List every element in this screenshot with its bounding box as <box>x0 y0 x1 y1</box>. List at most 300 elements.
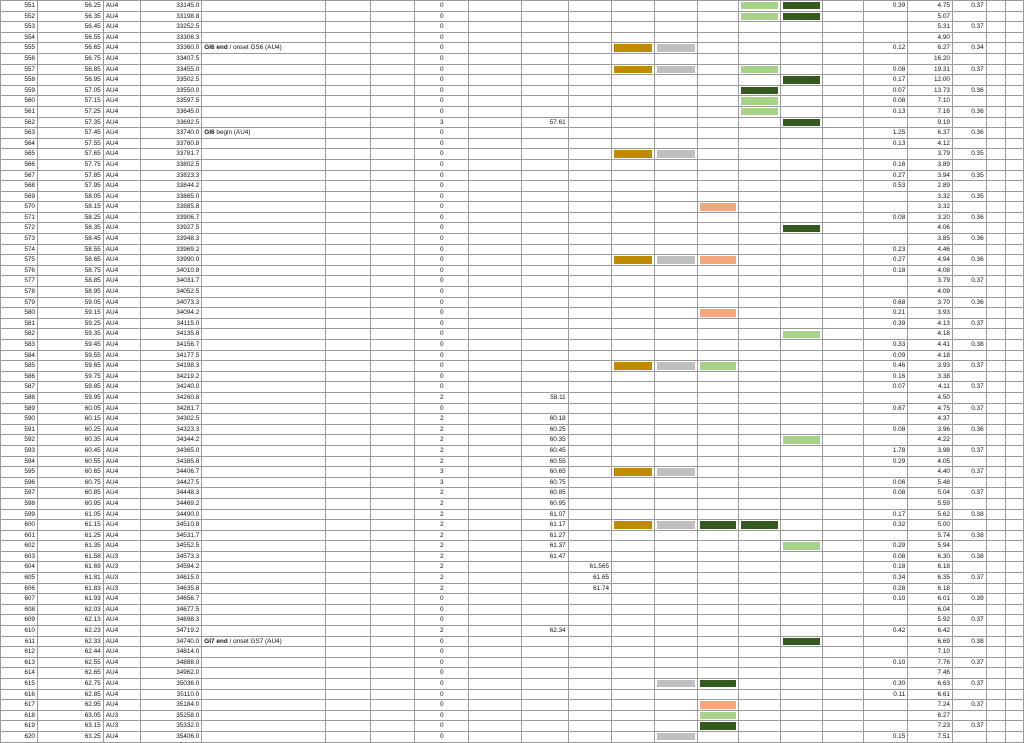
table-row <box>1 170 1024 181</box>
unit-cell: AU4 <box>103 647 140 658</box>
row-number-cell: 616 <box>1 689 38 700</box>
depth-cell: 56.45 <box>38 22 104 33</box>
unit-cell: AU4 <box>103 75 140 86</box>
age-cell: 33969.2 <box>140 244 201 255</box>
value3-cell: 0.37 <box>952 318 986 329</box>
sample-depth-cell <box>522 212 568 223</box>
color-swatch-cell <box>654 138 697 149</box>
sample-depth-alt-cell <box>568 265 611 276</box>
color-swatch-cell <box>654 636 697 647</box>
empty-cell <box>823 647 864 658</box>
empty-cell <box>469 636 522 647</box>
sample-depth-alt-cell <box>568 626 611 637</box>
sample-depth-alt-cell <box>568 445 611 456</box>
empty-cell <box>1005 181 1023 192</box>
table-row <box>1 509 1024 520</box>
depth-cell: 59.95 <box>38 392 104 403</box>
event-note-cell <box>202 265 326 276</box>
unit-cell: AU4 <box>103 287 140 298</box>
sample-depth-cell: 60.18 <box>522 414 568 425</box>
color-swatch-cell <box>739 445 781 456</box>
depth-cell: 60.45 <box>38 445 104 456</box>
sample-depth-alt-cell <box>568 551 611 562</box>
sample-depth-alt-cell <box>568 509 611 520</box>
value1-cell: 0.21 <box>864 308 908 319</box>
color-swatch-cell <box>697 551 739 562</box>
color-swatch-cell <box>654 43 697 54</box>
table-row <box>1 657 1024 668</box>
empty-cell <box>986 128 1005 139</box>
value2-cell: 4.40 <box>908 467 953 478</box>
depth-cell: 60.75 <box>38 477 104 488</box>
empty-cell <box>823 477 864 488</box>
empty-cell <box>986 583 1005 594</box>
depth-cell: 59.05 <box>38 297 104 308</box>
color-swatch-cell <box>781 700 823 711</box>
value1-cell <box>864 287 908 298</box>
value3-cell: 0.37 <box>952 22 986 33</box>
value3-cell <box>952 710 986 721</box>
unit-cell: AU4 <box>103 106 140 117</box>
empty-cell <box>469 340 522 351</box>
unit-cell: AU4 <box>103 488 140 499</box>
color-swatch-cell <box>739 32 781 43</box>
empty-cell <box>823 255 864 266</box>
event-note-cell <box>202 721 326 732</box>
empty-cell <box>326 467 370 478</box>
color-swatch-cell <box>654 626 697 637</box>
age-cell: 33740.0 <box>140 128 201 139</box>
table-row <box>1 626 1024 637</box>
empty-cell <box>326 202 370 213</box>
unit-cell: AU3 <box>103 583 140 594</box>
empty-cell <box>469 467 522 478</box>
row-number-cell: 568 <box>1 181 38 192</box>
depth-cell: 62.75 <box>38 679 104 690</box>
age-cell: 35258.0 <box>140 710 201 721</box>
sample-depth-alt-cell <box>568 170 611 181</box>
color-swatch-cell <box>781 43 823 54</box>
color-swatch-cell <box>697 265 739 276</box>
value2-cell: 4.75 <box>908 403 953 414</box>
sample-depth-alt-cell <box>568 329 611 340</box>
sample-depth-cell: 60.75 <box>522 477 568 488</box>
empty-cell <box>370 445 414 456</box>
event-note-cell <box>202 498 326 509</box>
code-cell: 0 <box>415 594 469 605</box>
age-cell: 34198.3 <box>140 361 201 372</box>
color-swatch-cell <box>612 287 655 298</box>
age-cell: 34344.2 <box>140 435 201 446</box>
row-number-cell: 610 <box>1 626 38 637</box>
color-swatch-cell <box>739 117 781 128</box>
row-number-cell: 609 <box>1 615 38 626</box>
sample-depth-alt-cell <box>568 403 611 414</box>
value3-cell: 0.37 <box>952 488 986 499</box>
empty-cell <box>823 138 864 149</box>
row-number-cell: 556 <box>1 53 38 64</box>
color-swatch-cell <box>612 297 655 308</box>
code-cell: 0 <box>415 43 469 54</box>
color-swatch-cell <box>781 85 823 96</box>
value1-cell: 0.18 <box>864 265 908 276</box>
sample-depth-alt-cell <box>568 255 611 266</box>
table-row <box>1 276 1024 287</box>
color-swatch-cell <box>697 276 739 287</box>
value3-cell <box>952 265 986 276</box>
sample-depth-alt-cell <box>568 96 611 107</box>
event-note-cell <box>202 636 326 647</box>
value1-cell <box>864 604 908 615</box>
color-swatch-cell <box>612 573 655 584</box>
depth-cell: 62.85 <box>38 689 104 700</box>
event-note-cell <box>202 551 326 562</box>
color-swatch-cell <box>612 138 655 149</box>
row-number-cell: 583 <box>1 340 38 351</box>
color-swatch-cell <box>781 117 823 128</box>
empty-cell <box>326 340 370 351</box>
depth-cell: 56.75 <box>38 53 104 64</box>
value3-cell: 0.37 <box>952 721 986 732</box>
table-row <box>1 350 1024 361</box>
value2-cell: 2.89 <box>908 181 953 192</box>
value3-cell: 0.37 <box>952 361 986 372</box>
depth-cell: 58.15 <box>38 202 104 213</box>
color-swatch-cell <box>654 318 697 329</box>
color-swatch <box>783 2 820 9</box>
color-swatch-cell <box>781 11 823 22</box>
empty-cell <box>326 700 370 711</box>
empty-cell <box>326 647 370 658</box>
sample-depth-cell <box>522 53 568 64</box>
color-swatch-cell <box>612 689 655 700</box>
color-swatch-cell <box>612 43 655 54</box>
age-cell: 34302.5 <box>140 414 201 425</box>
color-swatch-cell <box>739 234 781 245</box>
sample-depth-alt-cell <box>568 1 611 12</box>
row-number-cell: 578 <box>1 287 38 298</box>
sample-depth-cell: 61.47 <box>522 551 568 562</box>
depth-cell: 61.35 <box>38 541 104 552</box>
depth-cell: 60.55 <box>38 456 104 467</box>
depth-cell: 62.23 <box>38 626 104 637</box>
empty-cell <box>370 234 414 245</box>
code-cell: 3 <box>415 117 469 128</box>
value3-cell: 0.34 <box>952 43 986 54</box>
sample-depth-cell <box>522 202 568 213</box>
empty-cell <box>370 509 414 520</box>
depth-cell: 59.25 <box>38 318 104 329</box>
unit-cell: AU4 <box>103 22 140 33</box>
empty-cell <box>1005 202 1023 213</box>
color-swatch <box>741 97 778 104</box>
event-note-cell <box>202 64 326 75</box>
row-number-cell: 597 <box>1 488 38 499</box>
row-number-cell: 586 <box>1 371 38 382</box>
empty-cell <box>469 276 522 287</box>
value2-cell: 6.18 <box>908 562 953 573</box>
sample-depth-alt-cell <box>568 234 611 245</box>
value1-cell: 0.39 <box>864 318 908 329</box>
depth-cell: 61.83 <box>38 583 104 594</box>
value2-cell: 7.10 <box>908 647 953 658</box>
table-row <box>1 414 1024 425</box>
code-cell: 2 <box>415 583 469 594</box>
color-swatch-cell <box>781 170 823 181</box>
age-cell: 34814.0 <box>140 647 201 658</box>
empty-cell <box>370 159 414 170</box>
value1-cell <box>864 223 908 234</box>
value2-cell: 3.85 <box>908 234 953 245</box>
table-row <box>1 64 1024 75</box>
empty-cell <box>986 689 1005 700</box>
empty-cell <box>469 329 522 340</box>
color-swatch-cell <box>739 456 781 467</box>
sample-depth-cell <box>522 668 568 679</box>
empty-cell <box>1005 657 1023 668</box>
age-cell: 33990.0 <box>140 255 201 266</box>
value1-cell: 0.17 <box>864 509 908 520</box>
value3-cell: 0.38 <box>952 530 986 541</box>
value2-cell: 6.63 <box>908 679 953 690</box>
empty-cell <box>986 604 1005 615</box>
empty-cell <box>469 32 522 43</box>
empty-cell <box>1005 149 1023 160</box>
color-swatch-cell <box>781 583 823 594</box>
unit-cell: AU4 <box>103 265 140 276</box>
value2-cell: 5.74 <box>908 530 953 541</box>
event-note-cell <box>202 138 326 149</box>
sample-depth-cell: 60.35 <box>522 435 568 446</box>
row-number-cell: 601 <box>1 530 38 541</box>
unit-cell: AU4 <box>103 117 140 128</box>
color-swatch-cell <box>697 392 739 403</box>
empty-cell <box>986 106 1005 117</box>
value3-cell <box>952 202 986 213</box>
value2-cell: 3.20 <box>908 212 953 223</box>
color-swatch <box>783 76 820 83</box>
sample-depth-alt-cell <box>568 498 611 509</box>
event-note-cell <box>202 647 326 658</box>
sample-depth-cell <box>522 149 568 160</box>
event-note-cell <box>202 424 326 435</box>
age-cell: 33306.3 <box>140 32 201 43</box>
event-note-cell <box>202 520 326 531</box>
empty-cell <box>326 287 370 298</box>
code-cell: 0 <box>415 604 469 615</box>
color-swatch-cell <box>781 212 823 223</box>
empty-cell <box>1005 212 1023 223</box>
row-number-cell: 571 <box>1 212 38 223</box>
color-swatch-cell <box>697 297 739 308</box>
code-cell: 0 <box>415 721 469 732</box>
age-cell: 33948.3 <box>140 234 201 245</box>
event-note-text: begin (AU4) <box>214 129 251 137</box>
value2-cell: 9.19 <box>908 117 953 128</box>
empty-cell <box>370 287 414 298</box>
color-swatch-cell <box>781 710 823 721</box>
color-swatch-cell <box>612 329 655 340</box>
table-row <box>1 498 1024 509</box>
value1-cell: 0.07 <box>864 85 908 96</box>
depth-cell: 58.05 <box>38 191 104 202</box>
table-row <box>1 541 1024 552</box>
empty-cell <box>326 509 370 520</box>
empty-cell <box>469 626 522 637</box>
event-note-cell <box>202 149 326 160</box>
empty-cell <box>986 562 1005 573</box>
color-swatch-cell <box>739 128 781 139</box>
code-cell: 0 <box>415 689 469 700</box>
age-cell: 34115.0 <box>140 318 201 329</box>
age-cell: 34427.5 <box>140 477 201 488</box>
empty-cell <box>823 191 864 202</box>
color-swatch-cell <box>654 424 697 435</box>
sample-depth-cell <box>522 731 568 742</box>
value2-cell: 5.59 <box>908 498 953 509</box>
empty-cell <box>1005 350 1023 361</box>
color-swatch-cell <box>654 329 697 340</box>
color-swatch-cell <box>654 435 697 446</box>
table-row <box>1 679 1024 690</box>
unit-cell: AU4 <box>103 509 140 520</box>
empty-cell <box>370 520 414 531</box>
row-number-cell: 552 <box>1 11 38 22</box>
value3-cell: 0.37 <box>952 276 986 287</box>
color-swatch-cell <box>781 488 823 499</box>
sample-depth-alt-cell <box>568 456 611 467</box>
color-swatch-cell <box>739 424 781 435</box>
sample-depth-cell <box>522 265 568 276</box>
empty-cell <box>986 382 1005 393</box>
row-number-cell: 612 <box>1 647 38 658</box>
color-swatch-cell <box>612 414 655 425</box>
empty-cell <box>823 509 864 520</box>
color-swatch-cell <box>697 287 739 298</box>
value1-cell: 0.08 <box>864 551 908 562</box>
color-swatch-cell <box>654 287 697 298</box>
empty-cell <box>326 138 370 149</box>
color-swatch-cell <box>654 657 697 668</box>
unit-cell: AU4 <box>103 520 140 531</box>
color-swatch-cell <box>739 75 781 86</box>
table-row <box>1 11 1024 22</box>
empty-cell <box>469 11 522 22</box>
empty-cell <box>370 297 414 308</box>
color-swatch <box>783 119 820 126</box>
color-swatch-cell <box>697 244 739 255</box>
color-swatch-cell <box>654 573 697 584</box>
empty-cell <box>1005 562 1023 573</box>
code-cell: 0 <box>415 287 469 298</box>
empty-cell <box>823 64 864 75</box>
value1-cell: 0.46 <box>864 361 908 372</box>
empty-cell <box>823 551 864 562</box>
row-number-cell: 588 <box>1 392 38 403</box>
empty-cell <box>986 202 1005 213</box>
event-note-cell <box>202 562 326 573</box>
color-swatch-cell <box>739 287 781 298</box>
color-swatch-cell <box>612 75 655 86</box>
depth-cell: 58.35 <box>38 223 104 234</box>
sample-depth-cell <box>522 700 568 711</box>
empty-cell <box>326 11 370 22</box>
empty-cell <box>823 657 864 668</box>
color-swatch-cell <box>781 53 823 64</box>
empty-cell <box>1005 392 1023 403</box>
unit-cell: AU4 <box>103 96 140 107</box>
empty-cell <box>986 149 1005 160</box>
color-swatch-cell <box>697 721 739 732</box>
color-swatch-cell <box>654 689 697 700</box>
color-swatch-cell <box>654 477 697 488</box>
empty-cell <box>370 382 414 393</box>
unit-cell: AU3 <box>103 551 140 562</box>
color-swatch-cell <box>654 414 697 425</box>
code-cell: 0 <box>415 170 469 181</box>
empty-cell <box>986 1 1005 12</box>
unit-cell: AU4 <box>103 392 140 403</box>
empty-cell <box>1005 22 1023 33</box>
value2-cell: 7.23 <box>908 721 953 732</box>
color-swatch-cell <box>781 594 823 605</box>
empty-cell <box>370 138 414 149</box>
value1-cell: 0.16 <box>864 159 908 170</box>
code-cell: 0 <box>415 318 469 329</box>
empty-cell <box>986 85 1005 96</box>
empty-cell <box>370 22 414 33</box>
value2-cell: 4.05 <box>908 456 953 467</box>
color-swatch-cell <box>697 64 739 75</box>
value1-cell: 0.10 <box>864 657 908 668</box>
value2-cell: 6.61 <box>908 689 953 700</box>
empty-cell <box>823 498 864 509</box>
empty-cell <box>1005 276 1023 287</box>
empty-cell <box>370 551 414 562</box>
empty-cell <box>326 710 370 721</box>
table-row <box>1 636 1024 647</box>
code-cell: 2 <box>415 530 469 541</box>
age-cell: 34490.0 <box>140 509 201 520</box>
color-swatch-cell <box>654 509 697 520</box>
table-row <box>1 445 1024 456</box>
table-row <box>1 562 1024 573</box>
sample-depth-alt-cell <box>568 128 611 139</box>
empty-cell <box>326 731 370 742</box>
value1-cell: 0.29 <box>864 541 908 552</box>
table-row <box>1 594 1024 605</box>
empty-cell <box>986 32 1005 43</box>
age-cell: 34010.8 <box>140 265 201 276</box>
empty-cell <box>986 679 1005 690</box>
event-note-cell <box>202 96 326 107</box>
value2-cell: 4.09 <box>908 287 953 298</box>
sample-depth-alt-cell: 61.565 <box>568 562 611 573</box>
color-swatch-cell <box>654 392 697 403</box>
empty-cell <box>986 308 1005 319</box>
age-cell: 34385.8 <box>140 456 201 467</box>
empty-cell <box>370 710 414 721</box>
empty-cell <box>326 573 370 584</box>
empty-cell <box>823 85 864 96</box>
empty-cell <box>823 594 864 605</box>
color-swatch-cell <box>654 594 697 605</box>
color-swatch-cell <box>654 170 697 181</box>
empty-cell <box>370 181 414 192</box>
color-swatch-cell <box>739 562 781 573</box>
row-number-cell: 604 <box>1 562 38 573</box>
value3-cell: 0.38 <box>952 551 986 562</box>
